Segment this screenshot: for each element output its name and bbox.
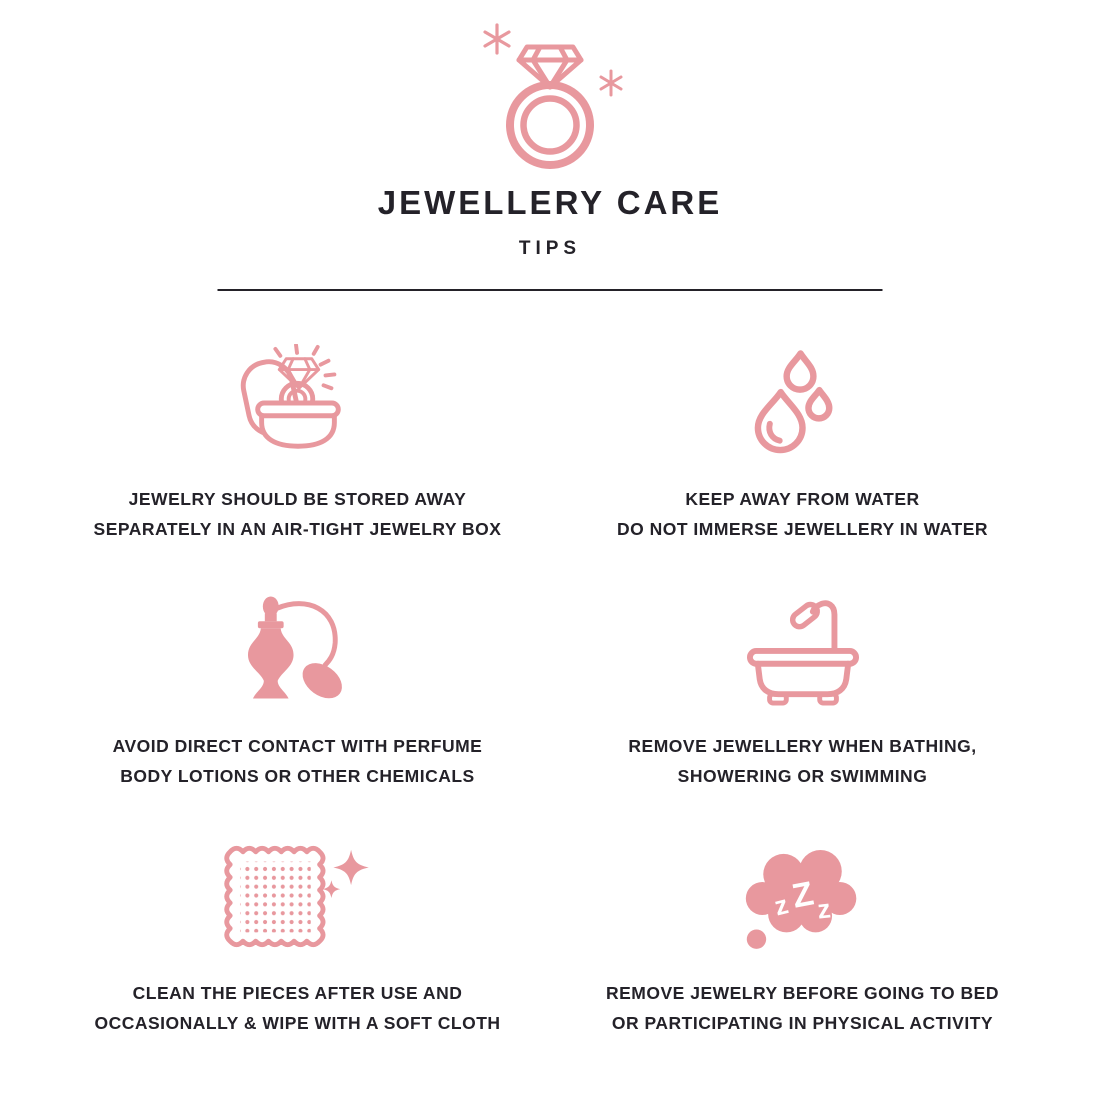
diamond-ring-icon: [470, 18, 630, 183]
tip-line: AVOID DIRECT CONTACT WITH PERFUME: [112, 736, 483, 756]
tip-line: OCCASIONALLY & WIPE WITH A SOFT CLOTH: [94, 1013, 501, 1033]
divider-line: [218, 289, 883, 291]
tip-caption: [113, 731, 483, 791]
tip-perfume: [45, 589, 550, 836]
tip-caption: [617, 484, 988, 544]
tip-line: SHOWERING OR SWIMMING: [677, 766, 928, 786]
bathtub-shower-icon-svg: [744, 593, 862, 707]
tip-line: REMOVE JEWELRY BEFORE GOING TO BED: [606, 983, 999, 1003]
cleaning-cloth-icon: [216, 836, 379, 954]
ring-band-inner: [524, 99, 577, 152]
ring-box-icon-svg: [234, 344, 362, 460]
cleaning-cloth-icon-svg: [216, 838, 379, 954]
tips-grid: [45, 342, 1055, 1083]
bathtub-shower-icon: [744, 589, 862, 707]
zzz-letter: Z: [788, 874, 817, 916]
sparkle-icon: [333, 850, 368, 885]
tip-caption: [606, 978, 999, 1038]
perfume-atomizer-icon-svg: [246, 595, 350, 707]
tip-caption: [628, 731, 976, 791]
ring-box-icon: [234, 342, 362, 460]
tip-line: CLEAN THE PIECES AFTER USE AND: [132, 983, 463, 1003]
sparkle-asterisk-icon: [601, 71, 621, 95]
tip-sleep: [550, 836, 1055, 1083]
tip-water: [550, 342, 1055, 589]
tip-cleaning: [45, 836, 550, 1083]
sleep-cloud-icon-svg: [740, 842, 866, 954]
zzz-letter: z: [815, 893, 832, 925]
water-drops-icon-svg: [751, 348, 855, 460]
tip-line: DO NOT IMMERSE JEWELLERY IN WATER: [616, 519, 989, 539]
tip-line: OR PARTICIPATING IN PHYSICAL ACTIVITY: [611, 1013, 994, 1033]
sleep-cloud-icon: [740, 836, 866, 954]
tip-line: REMOVE JEWELLERY WHEN BATHING,: [628, 736, 977, 756]
tip-line: SEPARATELY IN AN AIR-TIGHT JEWELRY BOX: [93, 519, 502, 539]
tip-bathing: [550, 589, 1055, 836]
tip-caption: [94, 978, 500, 1038]
page-subtitle: TIPS: [518, 238, 582, 259]
diamond-ring-icon-svg: [470, 18, 630, 178]
tip-line: BODY LOTIONS OR OTHER CHEMICALS: [120, 766, 475, 786]
perfume-atomizer-icon: [246, 589, 350, 707]
tip-line: JEWELRY SHOULD BE STORED AWAY: [128, 489, 467, 509]
tip-storage: [45, 342, 550, 589]
tip-caption: [94, 484, 502, 544]
page-title: JEWELLERY CARE: [377, 184, 723, 221]
tip-line: KEEP AWAY FROM WATER: [685, 489, 920, 509]
sparkle-asterisk-icon: [485, 25, 509, 53]
zzz-letter: z: [770, 889, 791, 922]
water-drops-icon: [751, 342, 855, 460]
